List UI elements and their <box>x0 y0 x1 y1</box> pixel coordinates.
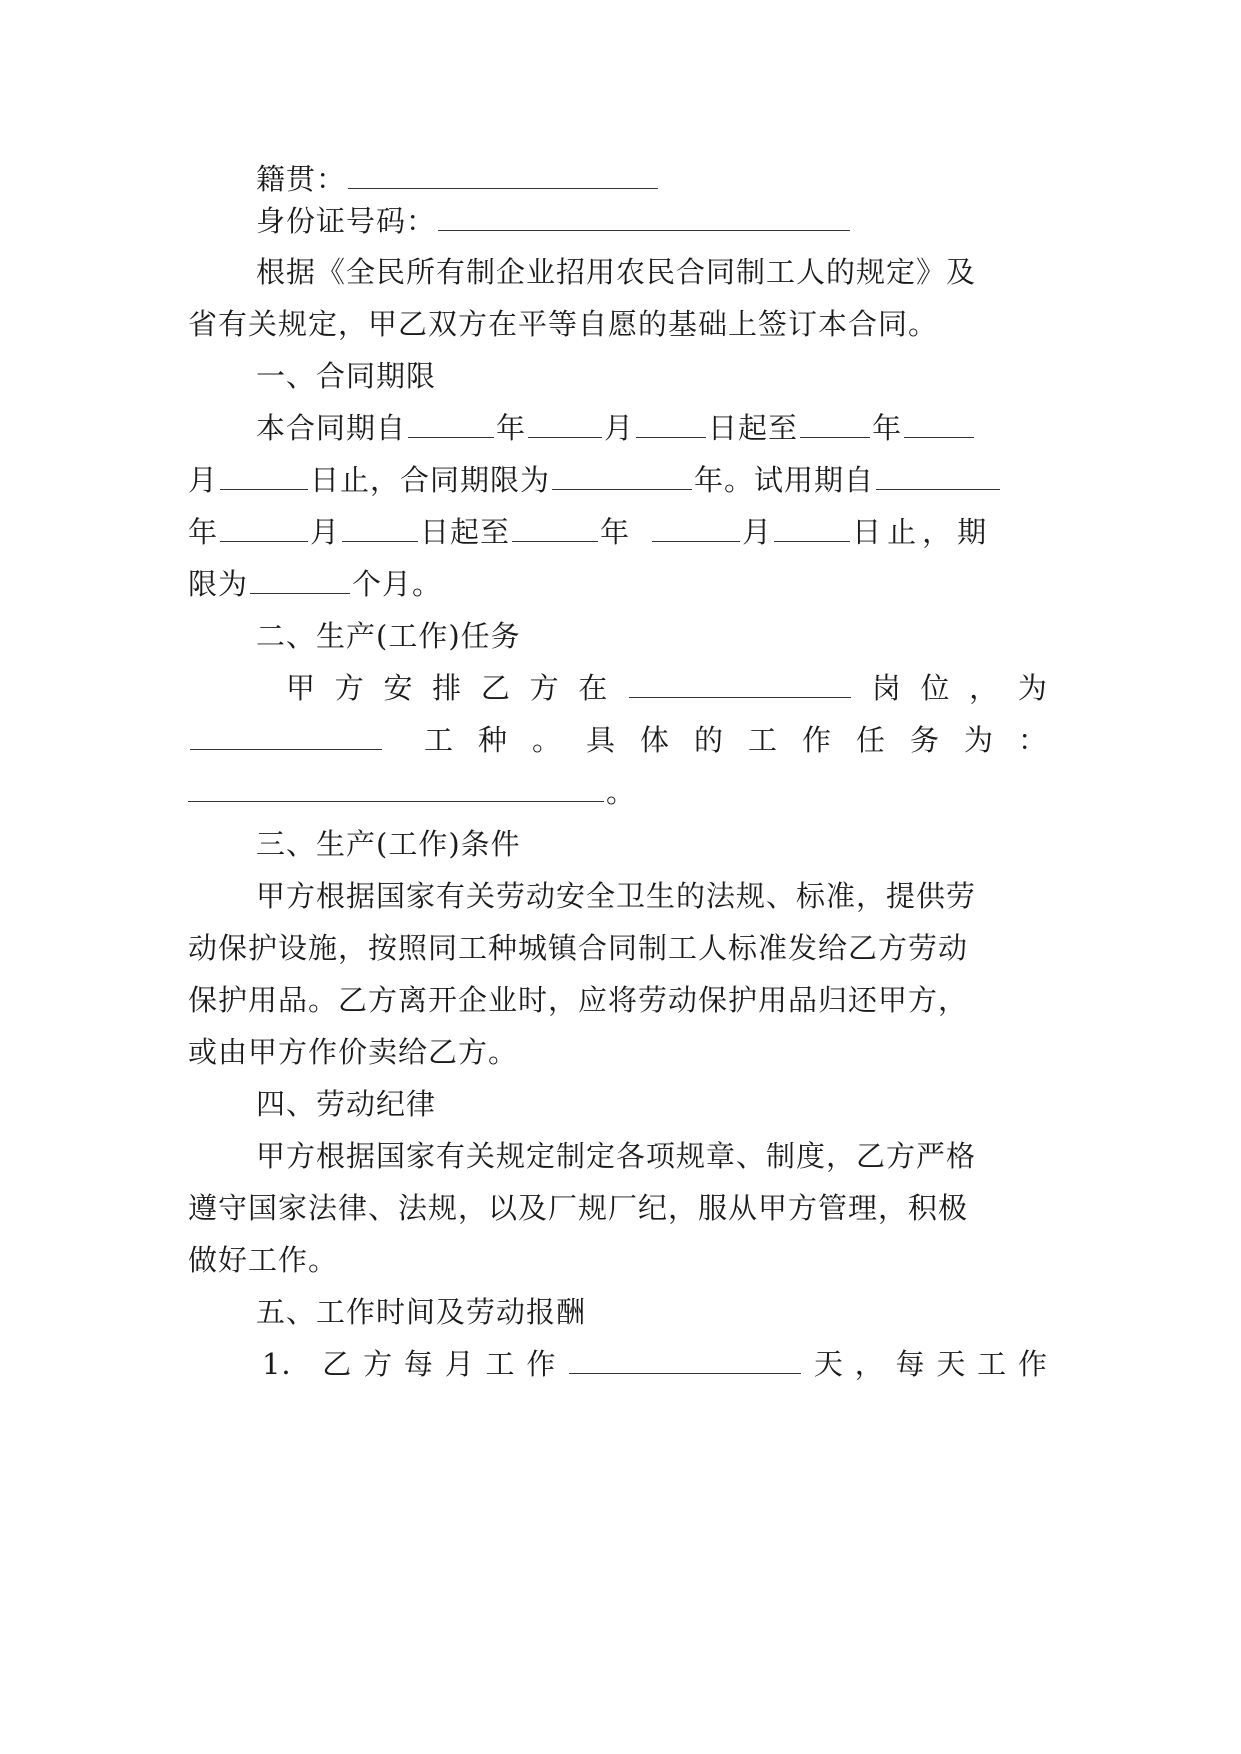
id-number-line <box>256 192 1116 250</box>
probation-end-month-blank[interactable] <box>652 503 740 542</box>
task-char: 。 <box>606 775 637 809</box>
id-number-blank[interactable] <box>438 192 850 231</box>
s5-char: 天 <box>936 1347 967 1381</box>
work-days-blank[interactable] <box>569 1335 801 1374</box>
s5-char: 作 <box>526 1347 557 1381</box>
end-month-blank[interactable] <box>904 399 974 438</box>
term-text: 日起至 <box>420 515 511 549</box>
task-char: 方 <box>529 671 560 705</box>
s5-char: 每 <box>403 1347 434 1381</box>
probation-end-year-blank[interactable] <box>512 503 598 542</box>
probation-end-day-blank[interactable] <box>774 503 850 542</box>
task-char: 岗 <box>871 671 902 705</box>
term-text: 日起至 <box>708 411 799 445</box>
task-char: 在 <box>578 671 609 705</box>
term-line-1 <box>256 399 1048 457</box>
term-text: 月 <box>742 515 773 549</box>
start-day-blank[interactable] <box>636 399 706 438</box>
task-line-2 <box>188 711 1048 769</box>
start-year-blank[interactable] <box>408 399 494 438</box>
section-4-title: 四、劳动纪律 <box>256 1087 437 1121</box>
term-line-2 <box>188 451 1048 509</box>
task-char: 方 <box>334 671 365 705</box>
id-number-label: 身份证号码： <box>256 204 437 238</box>
term-text: 个月。 <box>352 567 443 601</box>
s5-char: 月 <box>444 1347 475 1381</box>
term-text: 年 <box>496 411 527 445</box>
task-char: 的 <box>693 723 724 757</box>
task-char: 种 <box>477 723 508 757</box>
task-char: ， <box>969 671 1000 705</box>
s4-para-line-2: 遵守国家法律、法规，以及厂规厂纪，服从甲方管理，积极 <box>188 1191 969 1225</box>
s5-char: ， <box>854 1347 885 1381</box>
term-line-4 <box>188 555 1048 613</box>
task-char: 工 <box>747 723 778 757</box>
task-char: 。 <box>531 723 562 757</box>
task-char: 工 <box>423 723 454 757</box>
s5-char: 工 <box>485 1347 516 1381</box>
s5-char: 乙 <box>322 1347 353 1381</box>
s4-para-line-1: 甲方根据国家有关规定制定各项规章、制度，乙方严格 <box>256 1139 977 1173</box>
s5-char: 每 <box>895 1347 926 1381</box>
task-char: 任 <box>855 723 886 757</box>
start-month-blank[interactable] <box>528 399 602 438</box>
task-char: 甲 <box>286 671 317 705</box>
term-text: 年。试用期自 <box>694 463 875 497</box>
term-text: 月 <box>310 515 341 549</box>
term-line-3 <box>188 503 1048 561</box>
s5-char: 工 <box>977 1347 1008 1381</box>
section-3-title: 三、生产(工作)条件 <box>256 827 521 861</box>
term-text: 年 <box>188 515 219 549</box>
task-char: 具 <box>585 723 616 757</box>
s5-item-1-line <box>262 1335 1048 1393</box>
term-text: 年 <box>600 515 631 549</box>
term-text: 限为 <box>188 567 249 601</box>
task-detail-blank[interactable] <box>188 763 604 802</box>
contract-years-blank[interactable] <box>552 451 692 490</box>
end-year-blank[interactable] <box>800 399 870 438</box>
position-blank[interactable] <box>629 659 851 698</box>
task-char: ： <box>1017 723 1048 757</box>
task-char: 务 <box>909 723 940 757</box>
basis-line-1: 根据《全民所有制企业招用农民合同制工人的规定》及 <box>256 255 977 289</box>
s3-para-line-4: 或由甲方作价卖给乙方。 <box>188 1035 519 1069</box>
s5-char: 作 <box>1017 1347 1048 1381</box>
term-text: 日止，期 <box>852 515 993 549</box>
section-1-title: 一、合同期限 <box>256 359 437 393</box>
section-5-title: 五、工作时间及劳动报酬 <box>256 1295 587 1329</box>
task-char: 为 <box>1017 671 1048 705</box>
task-char: 排 <box>432 671 463 705</box>
probation-start-day-blank[interactable] <box>342 503 418 542</box>
native-place-label: 籍贯： <box>256 162 347 196</box>
term-text: 日止，合同期限为 <box>310 463 551 497</box>
probation-start-month-blank[interactable] <box>220 503 308 542</box>
s3-para-line-1: 甲方根据国家有关劳动安全卫生的法规、标准，提供劳 <box>256 879 977 913</box>
s3-para-line-2: 动保护设施，按照同工种城镇合同制工人标准发给乙方劳动 <box>188 931 969 965</box>
section-2-title: 二、生产(工作)任务 <box>256 619 521 653</box>
task-char: 安 <box>383 671 414 705</box>
term-text: 月 <box>604 411 635 445</box>
task-char: 体 <box>639 723 670 757</box>
term-text: 年 <box>872 411 903 445</box>
probation-months-blank[interactable] <box>250 555 350 594</box>
task-char: 为 <box>963 723 994 757</box>
task-line-1 <box>286 659 1048 717</box>
s4-para-line-3: 做好工作。 <box>188 1243 339 1277</box>
job-type-blank[interactable] <box>190 711 382 750</box>
task-char: 位 <box>920 671 951 705</box>
task-char: 作 <box>801 723 832 757</box>
basis-line-2: 省有关规定，甲乙双方在平等自愿的基础上签订本合同。 <box>188 307 939 341</box>
term-text: 月 <box>188 463 219 497</box>
s3-para-line-3: 保护用品。乙方离开企业时，应将劳动保护用品归还甲方， <box>188 983 969 1017</box>
probation-start-year-blank[interactable] <box>876 451 1000 490</box>
s5-char: 天 <box>813 1347 844 1381</box>
native-place-blank[interactable] <box>348 150 658 189</box>
s5-char: 方 <box>363 1347 394 1381</box>
task-line-3 <box>188 763 1048 821</box>
end-day-blank[interactable] <box>220 451 308 490</box>
task-char: 乙 <box>480 671 511 705</box>
s5-char: 1． <box>262 1347 312 1381</box>
term-text: 本合同期自 <box>256 411 407 445</box>
